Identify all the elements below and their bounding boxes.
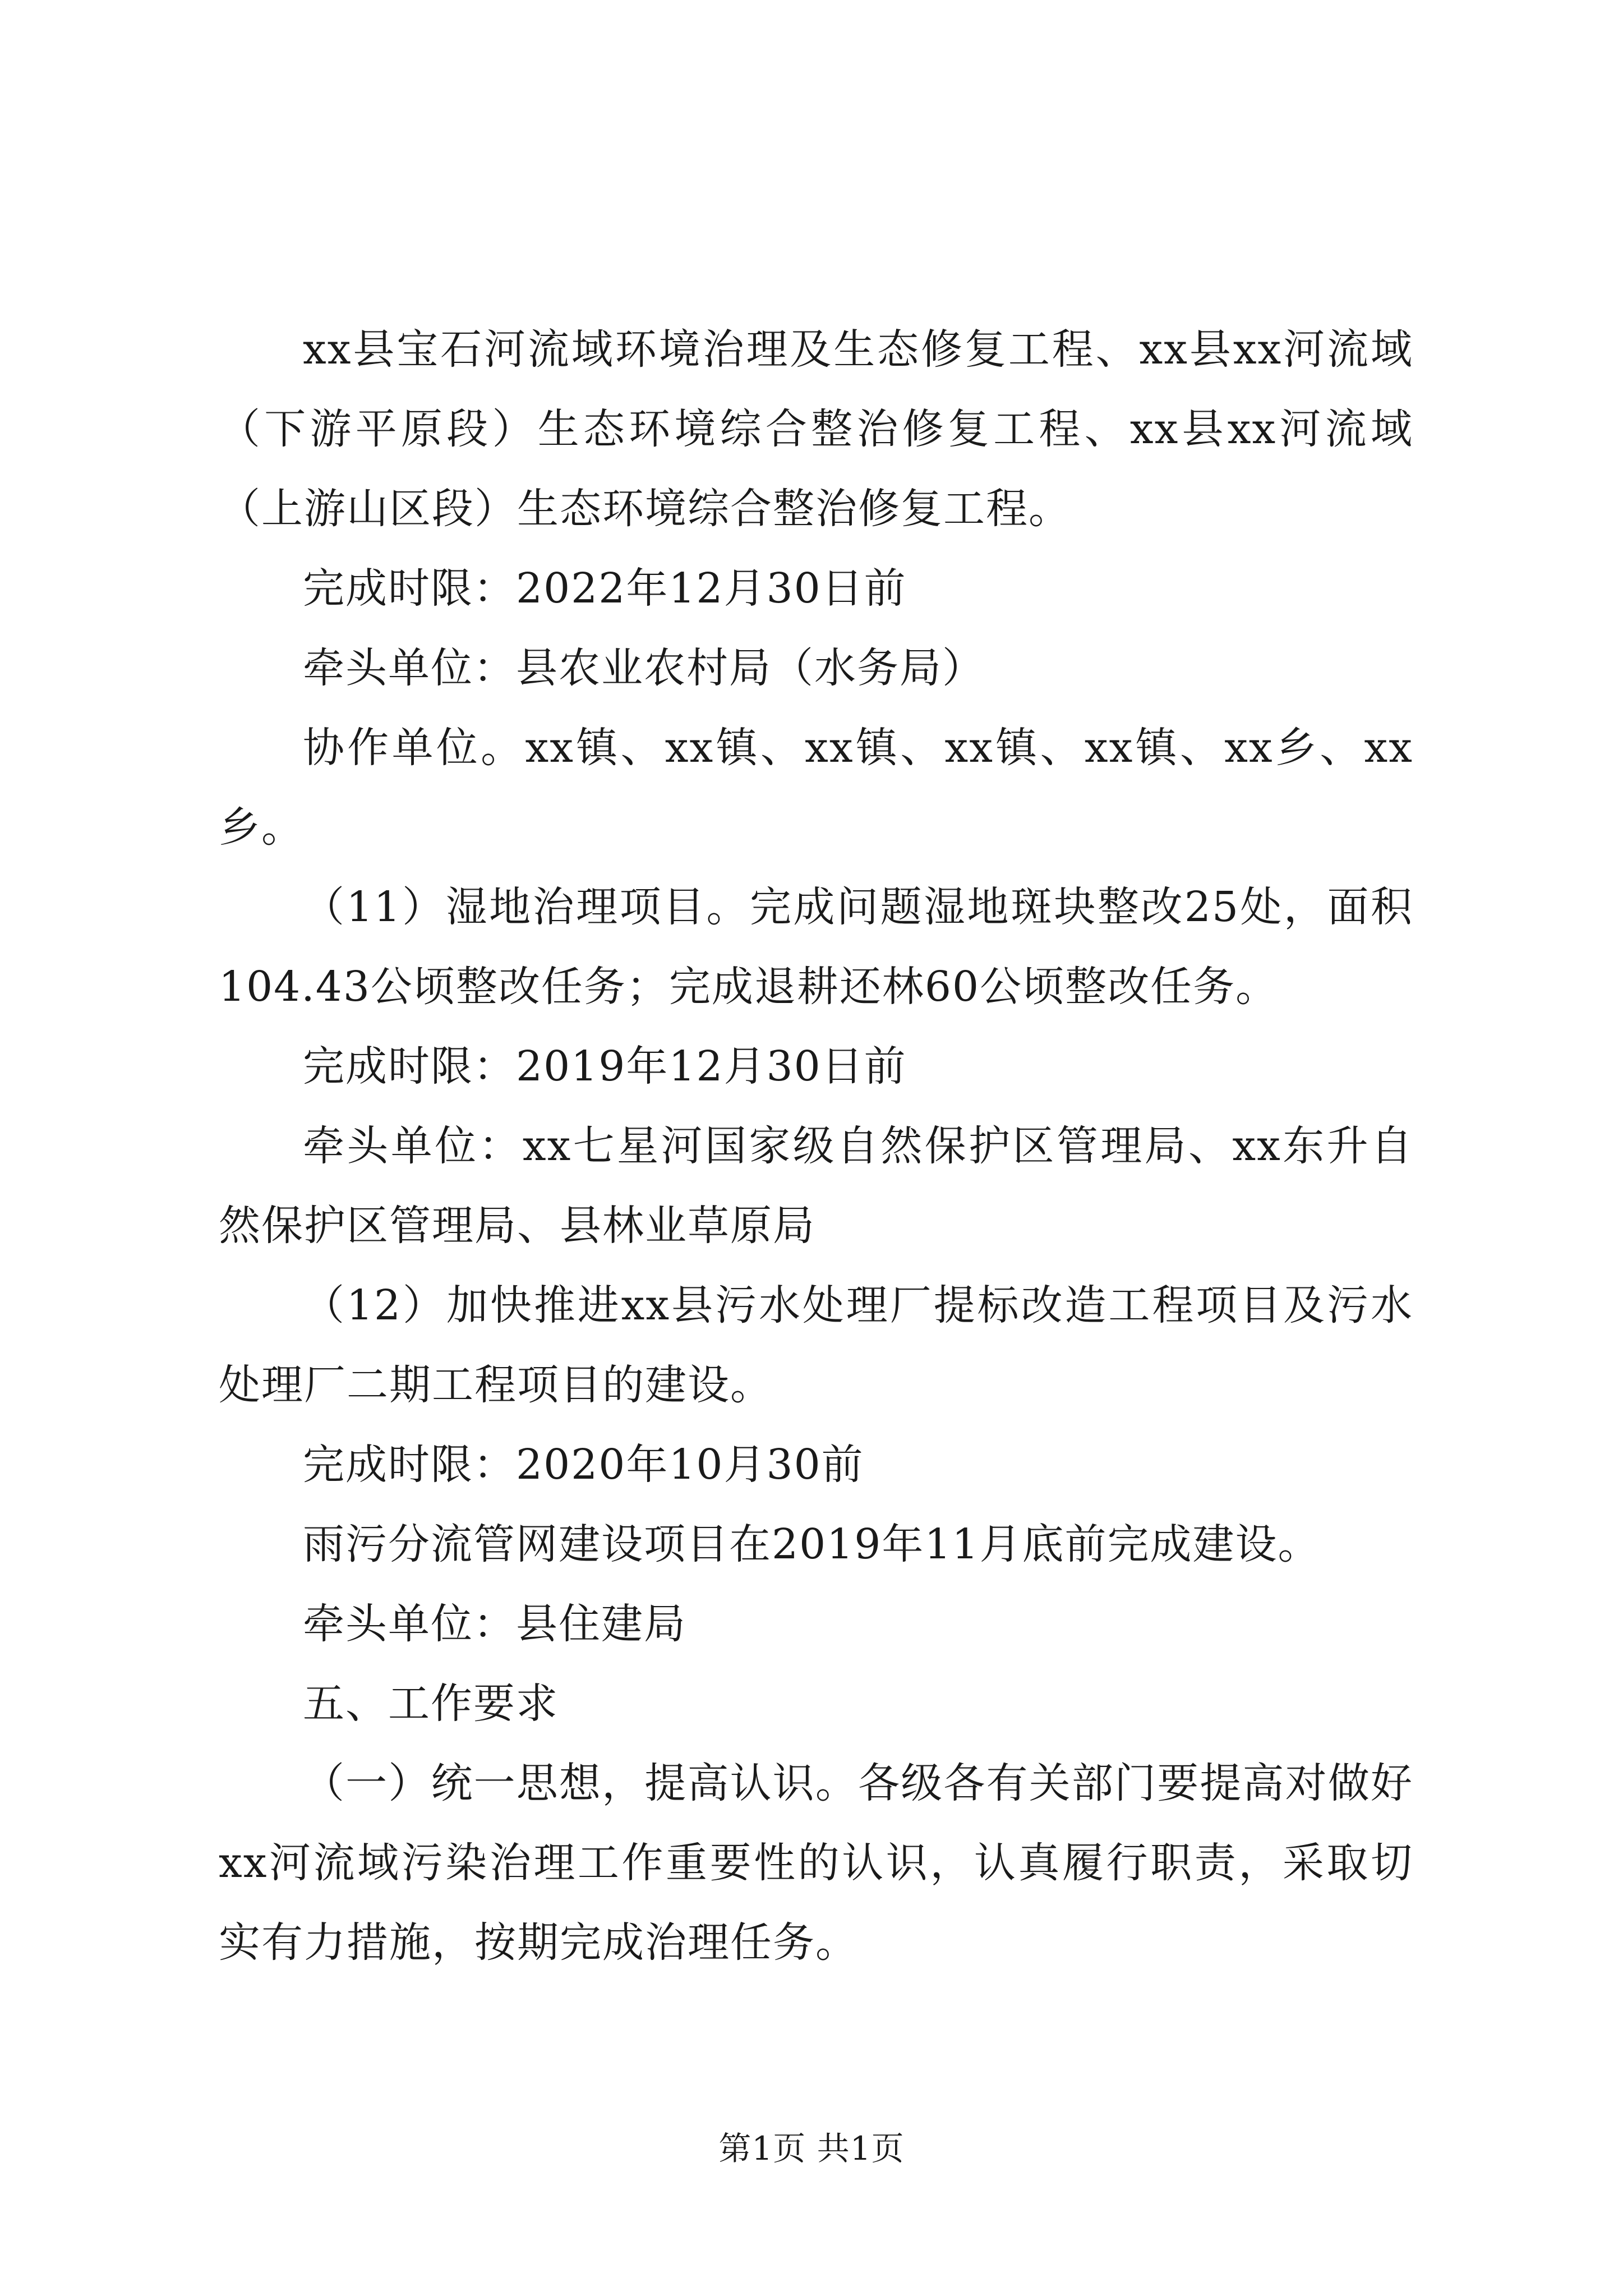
lead-unit-line: 牵头单位：xx七星河国家级自然保护区管理局、xx东升自: [303, 1122, 1413, 1170]
cooperating-units-line: 协作单位。xx镇、xx镇、xx镇、xx镇、xx镇、xx乡、xx: [303, 724, 1413, 772]
page-footer: 第1页 共1页: [718, 2129, 905, 2168]
cooperating-units-line-end: 乡。: [219, 803, 304, 852]
deadline-line: 完成时限：2019年12月30日前: [303, 1042, 907, 1091]
item-12-line-1: （12）加快推进xx县污水处理厂提标改造工程项目及污水: [303, 1281, 1413, 1329]
document-body: [219, 310, 1413, 1982]
lead-unit-line: 牵头单位：县住建局: [303, 1600, 686, 1648]
item-12-line-2: 处理厂二期工程项目的建设。: [219, 1361, 773, 1409]
deadline-line: 完成时限：2022年12月30日前: [303, 564, 907, 613]
body-line-2: （下游平原段）生态环境综合整治修复工程、xx县xx河流域: [219, 405, 1413, 453]
item-11-line-2: 104.43公顷整改任务；完成退耕还林60公顷整改任务。: [219, 963, 1279, 1011]
deadline-line: 完成时限：2020年10月30前: [303, 1441, 864, 1489]
requirement-1-line-3: 实有力措施，按期完成治理任务。: [219, 1918, 858, 1967]
pipeline-project-line: 雨污分流管网建设项目在2019年11月底前完成建设。: [303, 1520, 1321, 1568]
lead-unit-line-end: 然保护区管理局、县林业草原局: [219, 1202, 815, 1250]
requirement-1-line-2: xx河流域污染治理工作重要性的认识，认真履行职责，采取切: [219, 1839, 1413, 1887]
section-heading: 五、工作要求: [303, 1680, 559, 1728]
requirement-1-line-1: （一）统一思想，提高认识。各级各有关部门要提高对做好: [303, 1759, 1413, 1807]
body-line-1: xx县宝石河流域环境治理及生态修复工程、xx县xx河流域: [303, 325, 1413, 374]
item-11-line-1: （11）湿地治理项目。完成问题湿地斑块整改25处，面积: [303, 883, 1413, 931]
body-line-3: （上游山区段）生态环境综合整治修复工程。: [219, 485, 1071, 533]
lead-unit-line: 牵头单位：县农业农村局（水务局）: [303, 644, 985, 692]
